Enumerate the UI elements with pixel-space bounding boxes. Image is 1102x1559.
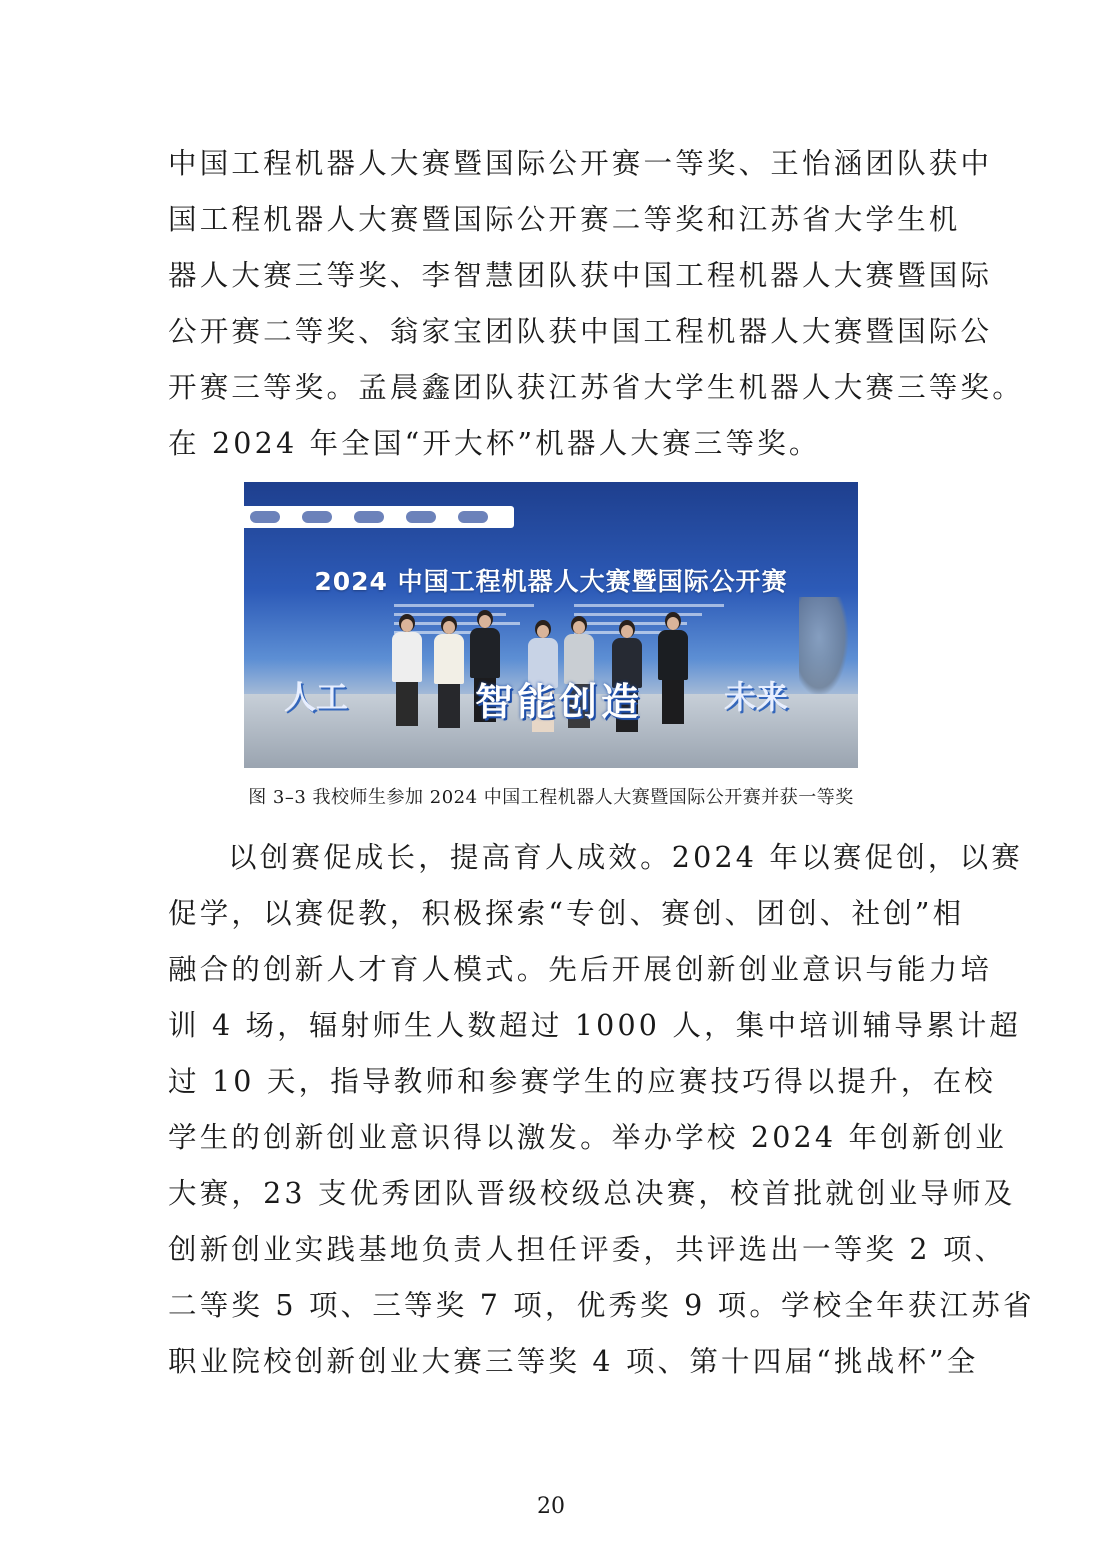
body-text-line: 训 4 场，辐射师生人数超过 1000 人，集中培训辅导累计超 bbox=[168, 1009, 1022, 1042]
body-text-line: 国工程机器人大赛暨国际公开赛二等奖和江苏省大学生机 bbox=[168, 203, 961, 236]
body-text-line: 过 10 天，指导教师和参赛学生的应赛技巧得以提升，在校 bbox=[168, 1065, 996, 1098]
body-text-line: 公开赛二等奖、翁家宝团队获中国工程机器人大赛暨国际公 bbox=[168, 315, 993, 348]
body-text-line: 中国工程机器人大赛暨国际公开赛一等奖、王怡涵团队获中 bbox=[168, 147, 993, 180]
organizer-text-block bbox=[574, 604, 724, 650]
body-text-line: 二等奖 5 项、三等奖 7 项，优秀奖 9 项。学校全年获江苏省 bbox=[168, 1289, 1035, 1322]
figure-caption: 图 3–3 我校师生参加 2024 中国工程机器人大赛暨国际公开赛并获一等奖 bbox=[248, 787, 854, 808]
sign-right-text: 未来 bbox=[724, 678, 789, 716]
sponsor-logo-strip bbox=[244, 506, 514, 528]
body-text-line: 融合的创新人才育人模式。先后开展创新创业意识与能力培 bbox=[168, 953, 993, 986]
person bbox=[392, 614, 422, 726]
body-text-line: 大赛，23 支优秀团队晋级校级总决赛，校首批就创业导师及 bbox=[168, 1177, 1016, 1210]
sign-text: 智能创造 bbox=[474, 680, 643, 724]
body-text-line: 学生的创新创业意识得以激发。举办学校 2024 年创新创业 bbox=[168, 1121, 1007, 1154]
body-text-line: 创新创业实践基地负责人担任评委，共评选出一等奖 2 项、 bbox=[168, 1233, 1007, 1266]
body-text-line: 以创赛促成长，提高育人成效。2024 年以赛促创，以赛 bbox=[228, 841, 1023, 874]
body-text-line: 在 2024 年全国“开大杯”机器人大赛三等奖。 bbox=[168, 427, 821, 460]
competition-photo bbox=[244, 482, 858, 768]
sign-left-text: 人工 bbox=[284, 678, 349, 716]
banner-title: 2024 中国工程机器人大赛暨国际公开赛 bbox=[314, 567, 788, 596]
body-text-line: 器人大赛三等奖、李智慧团队获中国工程机器人大赛暨国际 bbox=[168, 259, 993, 292]
page-number: 20 bbox=[537, 1494, 565, 1519]
body-text-line: 开赛三等奖。孟晨鑫团队获江苏省大学生机器人大赛三等奖。 bbox=[168, 371, 1024, 404]
horse-statue bbox=[799, 597, 849, 697]
body-text-line: 促学，以赛促教，积极探索“专创、赛创、团创、社创”相 bbox=[168, 897, 965, 930]
body-text-line: 职业院校创新创业大赛三等奖 4 项、第十四届“挑战杯”全 bbox=[168, 1345, 979, 1378]
